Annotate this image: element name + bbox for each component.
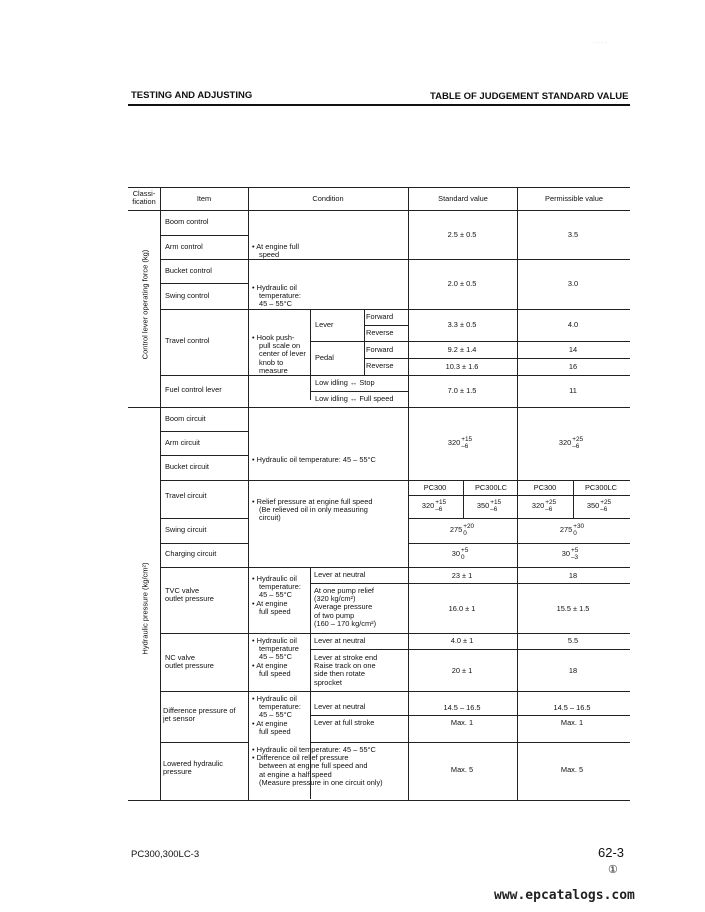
section-title: TESTING AND ADJUSTING xyxy=(131,90,253,101)
col-header-item: Item xyxy=(196,194,212,203)
subcol-divider xyxy=(463,480,464,518)
condition-engine-full: • At engine full speed xyxy=(252,242,299,260)
item-bucket-control: Bucket control xyxy=(165,266,212,275)
page-number: 62-3 xyxy=(598,845,625,860)
item-arm-control: Arm control xyxy=(165,242,203,251)
label-forward: Forward xyxy=(366,312,394,321)
item-arm-circuit: Arm circuit xyxy=(165,438,200,447)
label-low-idle-full: Low idling ↔ Full speed xyxy=(315,394,394,403)
std-pedal-reverse: 10.3 ± 1.6 xyxy=(445,362,479,371)
label-diff-neutral: Lever at neutral xyxy=(314,702,366,711)
perm-boom-arm: 3.5 xyxy=(567,230,579,239)
item-nc-valve: NC valve outlet pressure xyxy=(165,653,214,671)
condition-circuit-temp: • Hydraulic oil temperature: 45 – 55°C xyxy=(252,455,376,464)
item-swing-circuit: Swing circuit xyxy=(165,525,207,534)
row-rule xyxy=(160,480,630,481)
col-divider-3 xyxy=(408,187,409,800)
perm-tvc-neutral: 18 xyxy=(568,571,578,580)
condition-difference: • Hydraulic oil temperature: 45 – 55°C • At engine full speed xyxy=(252,694,301,736)
table-bottom-rule xyxy=(128,800,630,801)
condition-oil-temp: • Hydraulic oil temperature: 45 – 55°C xyxy=(252,283,301,309)
std-fuel: 7.0 ± 1.5 xyxy=(447,386,477,395)
row-rule xyxy=(160,259,630,260)
item-lowered-pressure: Lowered hydraulic pressure xyxy=(163,759,223,777)
col-divider-4 xyxy=(517,187,518,800)
header-rule xyxy=(128,104,630,106)
row-rule xyxy=(310,583,630,584)
row-rule xyxy=(310,649,630,650)
item-fuel-control-lever: Fuel control lever xyxy=(165,385,222,394)
row-rule xyxy=(160,309,630,310)
perm-bucket-swing: 3.0 xyxy=(567,279,579,288)
std-bucket-swing: 2.0 ± 0.5 xyxy=(447,279,477,288)
item-travel-control: Travel control xyxy=(165,336,210,345)
col-divider-2 xyxy=(248,187,249,800)
classification-operating-force: Control lever operating force (kg) xyxy=(140,249,150,360)
model-pc300-perm: PC300 xyxy=(533,483,557,492)
perm-nc-neutral: 5.5 xyxy=(567,636,579,645)
perm-travel-pc300: 320 +25 –6 xyxy=(531,499,557,513)
label-reverse: Reverse xyxy=(366,328,394,337)
label-reverse-pedal: Reverse xyxy=(366,361,394,370)
label-lever: Lever xyxy=(315,320,334,329)
subcol-divider xyxy=(248,742,249,800)
std-tvc-neutral: 23 ± 1 xyxy=(451,571,473,580)
label-pedal: Pedal xyxy=(315,353,334,362)
item-boom-circuit: Boom circuit xyxy=(165,414,206,423)
label-tvc-neutral: Lever at neutral xyxy=(314,570,366,579)
row-rule xyxy=(408,518,630,519)
std-diff-neutral: 14.5 – 16.5 xyxy=(443,703,481,712)
condition-nc: • Hydraulic oil temperature 45 – 55°C • At engine full speed xyxy=(252,636,299,678)
std-travel-lever: 3.3 ± 0.5 xyxy=(447,320,477,329)
model-name: PC300,300LC-3 xyxy=(131,849,200,860)
item-swing-control: Swing control xyxy=(165,291,210,300)
std-circuit: 320 +15 –6 xyxy=(447,436,473,450)
col-header-classification: Classi- fication xyxy=(132,189,156,207)
perm-lowered: Max. 5 xyxy=(560,765,584,774)
item-charging-circuit: Charging circuit xyxy=(165,549,217,558)
std-nc-neutral: 4.0 ± 1 xyxy=(450,636,474,645)
perm-diff-full: Max. 1 xyxy=(560,718,584,727)
item-bucket-circuit: Bucket circuit xyxy=(165,462,209,471)
group-divider xyxy=(128,407,630,408)
col-header-permissible: Permissible value xyxy=(545,194,603,203)
label-nc-neutral: Lever at neutral xyxy=(314,636,366,645)
label-diff-full: Lever at full stroke xyxy=(314,718,375,727)
label-tvc-relief: At one pump relief (320 kg/cm²) Average pressure of two pump (160 – 170 kg/cm²) xyxy=(314,586,377,628)
condition-tvc: • Hydraulic oil temperature: 45 – 55°C • At engine full speed xyxy=(252,574,301,616)
row-rule xyxy=(160,518,248,519)
row-rule xyxy=(408,543,630,544)
perm-tvc-relief: 15.5 ± 1.5 xyxy=(556,604,590,613)
std-lowered: Max. 5 xyxy=(450,765,474,774)
subcol-divider xyxy=(310,309,311,400)
row-rule xyxy=(310,341,630,342)
row-rule xyxy=(160,283,248,284)
row-rule xyxy=(160,375,630,376)
row-rule xyxy=(310,715,630,716)
row-rule xyxy=(160,633,630,634)
perm-circuit: 320 +25 –6 xyxy=(558,436,584,450)
subcol-divider xyxy=(573,480,574,518)
std-tvc-relief: 16.0 ± 1 xyxy=(448,604,476,613)
header-bottom-rule xyxy=(128,210,630,211)
row-rule xyxy=(160,431,248,432)
perm-charging-circuit: 30 +5 –3 xyxy=(561,547,579,561)
col-header-standard: Standard value xyxy=(438,194,488,203)
std-travel-pc300: 320 +15 –6 xyxy=(421,499,447,513)
model-pc300-std: PC300 xyxy=(423,483,447,492)
col-divider-1 xyxy=(160,187,161,800)
watermark-url: www.epcatalogs.com xyxy=(494,888,635,903)
row-rule xyxy=(160,235,248,236)
revision-mark: ① xyxy=(608,864,618,876)
subcol-divider xyxy=(364,309,365,375)
table-top-rule xyxy=(128,187,630,188)
model-pc300lc-std: PC300LC xyxy=(474,483,508,492)
row-rule xyxy=(364,358,630,359)
row-rule xyxy=(160,691,630,692)
condition-hook-scale: • Hook push- pull scale on center of lever knob to measure xyxy=(252,333,306,375)
label-forward-pedal: Forward xyxy=(366,345,394,354)
label-nc-stroke: Lever at stroke end Raise track on one side then rotate sprocket xyxy=(314,653,378,687)
item-difference-pressure: Difference pressure of jet sensor xyxy=(163,706,236,724)
row-rule xyxy=(364,325,408,326)
row-rule xyxy=(310,391,408,392)
perm-diff-neutral: 14.5 – 16.5 xyxy=(553,703,591,712)
std-nc-stroke: 20 ± 1 xyxy=(451,666,473,675)
col-header-condition: Condition xyxy=(312,194,344,203)
std-boom-arm: 2.5 ± 0.5 xyxy=(447,230,477,239)
perm-travel-lever: 4.0 xyxy=(567,320,579,329)
perm-fuel: 11 xyxy=(569,386,577,395)
row-rule xyxy=(160,543,248,544)
condition-relief-pressure: • Relief pressure at engine full speed (Be relieved oil in only measuring circuit) xyxy=(252,497,373,523)
row-rule xyxy=(160,742,630,743)
perm-travel-pc300lc: 350 +25 –6 xyxy=(586,499,612,513)
corner-mark: · · · · xyxy=(594,40,607,46)
item-tvc-valve: TVC valve outlet pressure xyxy=(165,586,214,604)
row-rule xyxy=(160,455,248,456)
std-pedal-forward: 9.2 ± 1.4 xyxy=(447,345,477,354)
row-rule xyxy=(408,495,630,496)
condition-lowered: • Hydraulic oil temperature: 45 – 55°C • Difference oil relief pressure between at engine full speed and at engine a half speed (Measure pressure in one circuit only) xyxy=(252,745,383,787)
perm-pedal-reverse: 16 xyxy=(568,362,578,371)
item-travel-circuit: Travel circuit xyxy=(165,491,207,500)
std-swing-circuit: 275 +20 0 xyxy=(449,523,475,537)
classification-hydraulic-pressure: Hydraulic pressure (kg/cm²) xyxy=(140,562,150,655)
perm-nc-stroke: 18 xyxy=(568,666,578,675)
std-travel-pc300lc: 350 +15 –6 xyxy=(476,499,502,513)
row-rule xyxy=(160,567,630,568)
std-diff-full: Max. 1 xyxy=(450,718,474,727)
label-low-idle-stop: Low idling ↔ Stop xyxy=(315,378,375,387)
std-charging-circuit: 30 +5 0 xyxy=(451,547,469,561)
table-title: TABLE OF JUDGEMENT STANDARD VALUE xyxy=(430,91,629,102)
perm-pedal-forward: 14 xyxy=(568,345,578,354)
perm-swing-circuit: 275 +30 0 xyxy=(559,523,585,537)
item-boom-control: Boom control xyxy=(165,217,209,226)
model-pc300lc-perm: PC300LC xyxy=(584,483,618,492)
